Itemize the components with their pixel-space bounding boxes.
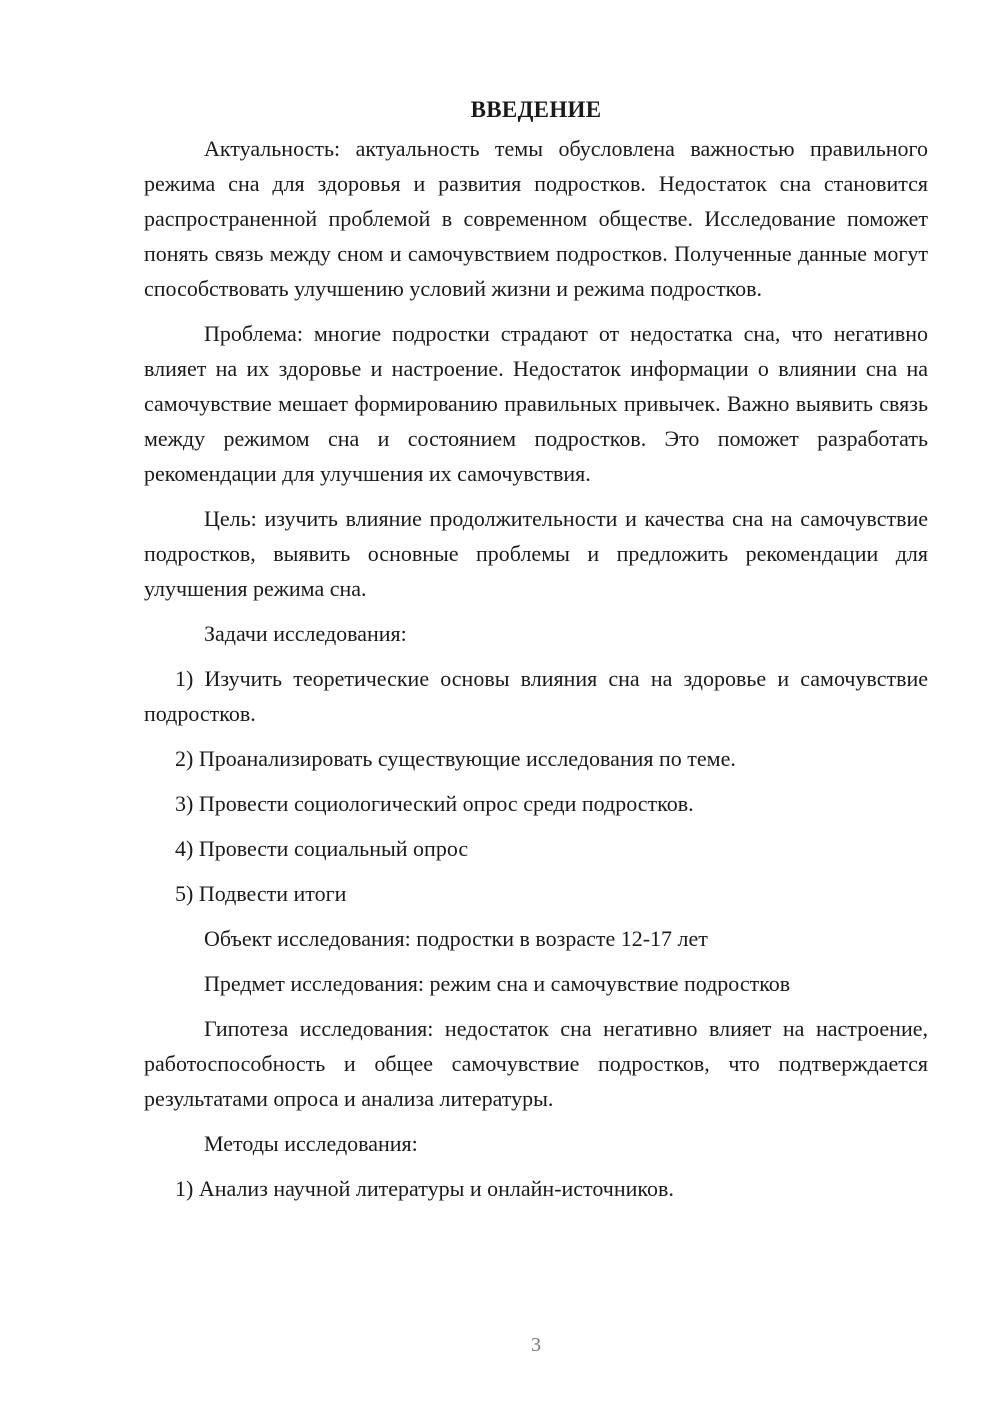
- document-page: [144, 92, 928, 1216]
- subject-line: Предмет исследования: режим сна и самочувствие подростков: [204, 971, 791, 996]
- task-item: 3) Провести социологический опрос среди подростков.: [175, 791, 694, 816]
- page-number: 3: [531, 1334, 541, 1356]
- methods-title: Методы исследования:: [204, 1131, 418, 1156]
- relevance-paragraph: Актуальность: актуальность темы обусловлена важностью правильного режима сна для здоровья и развития подростков. Недостаток сна становится распространенной проблемой в современном обществе. Исследование поможет понять связь между сном и самочувствием подростков. Полученные данные могут способствовать улучшению условий жизни и режима подростков.: [144, 136, 928, 301]
- goal-paragraph: Цель: изучить влияние продолжительности и качества сна на самочувствие подростков, выявить основные проблемы и предложить рекомендации для улучшения режима сна.: [144, 506, 928, 601]
- problem-paragraph: Проблема: многие подростки страдают от недостатка сна, что негативно влияет на их здоровье и настроение. Недостаток информации о влиянии сна на самочувствие мешает формированию правильных привычек. Важно выявить связь между режимом сна и состоянием подростков. Это поможет разработать рекомендации для улучшения их самочувствия.: [144, 321, 928, 486]
- task-item: 5) Подвести итоги: [175, 881, 347, 906]
- tasks-title: Задачи исследования:: [204, 621, 407, 646]
- section-heading: ВВЕДЕНИЕ: [470, 97, 602, 122]
- object-line: Объект исследования: подростки в возрасте 12-17 лет: [204, 926, 708, 951]
- method-item: 1) Анализ научной литературы и онлайн-источников.: [175, 1176, 674, 1201]
- hypothesis-paragraph: Гипотеза исследования: недостаток сна негативно влияет на настроение, работоспособность и общее самочувствие подростков, что подтверждается результатами опроса и анализа литературы.: [144, 1016, 928, 1111]
- task-item: 2) Проанализировать существующие исследования по теме.: [175, 746, 736, 771]
- task-item: 4) Провести социальный опрос: [175, 836, 469, 861]
- task-item: 1) Изучить теоретические основы влияния сна на здоровье и самочувствие подростков.: [144, 666, 928, 726]
